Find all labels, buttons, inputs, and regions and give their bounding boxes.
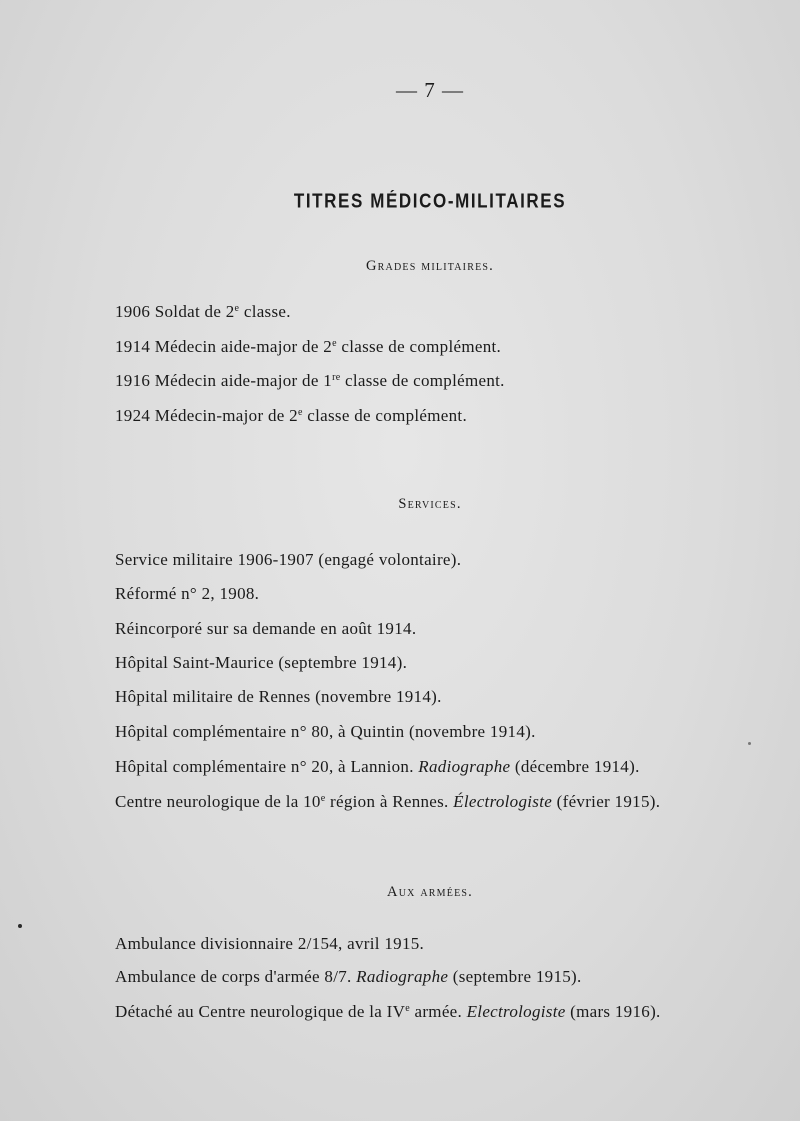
section-heading-services: Services. [398, 496, 462, 512]
armee-line: Ambulance de corps d'armée 8/7. Radiographe (septembre 1915). [115, 967, 582, 986]
service-line: Service militaire 1906-1907 (engagé volontaire). [115, 550, 462, 569]
scan-speck [18, 924, 22, 928]
section-heading-armees: Aux armées. [387, 884, 473, 900]
page-title: TITRES MÉDICO-MILITAIRES [293, 190, 567, 213]
grade-line: 1916 Médecin aide-major de 1re classe de complément. [115, 371, 505, 390]
grade-line: 1914 Médecin aide-major de 2e classe de complément. [115, 337, 502, 356]
armee-line: Ambulance divisionnaire 2/154, avril 1915. [115, 934, 425, 953]
service-line: Réincorporé sur sa demande en août 1914. [115, 619, 417, 638]
grade-line: 1924 Médecin-major de 2e classe de complément. [115, 406, 467, 425]
service-line: Hôpital militaire de Rennes (novembre 1914). [115, 687, 442, 706]
service-line: Centre neurologique de la 10e région à Rennes. Électrologiste (février 1915). [115, 792, 661, 811]
armee-line: Détaché au Centre neurologique de la IVe armée. Electrologiste (mars 1916). [115, 1002, 661, 1021]
service-line: Hôpital complémentaire n° 20, à Lannion. Radiographe (décembre 1914). [115, 757, 640, 776]
scan-speck [748, 742, 751, 745]
section-heading-grades: Grades militaires. [366, 258, 494, 274]
service-line: Hôpital Saint-Maurice (septembre 1914). [115, 653, 408, 672]
service-line: Réformé n° 2, 1908. [115, 584, 260, 603]
grade-line: 1906 Soldat de 2e classe. [115, 302, 291, 321]
service-line: Hôpital complémentaire n° 80, à Quintin (novembre 1914). [115, 722, 536, 741]
page-number: — 7 — [396, 78, 464, 102]
